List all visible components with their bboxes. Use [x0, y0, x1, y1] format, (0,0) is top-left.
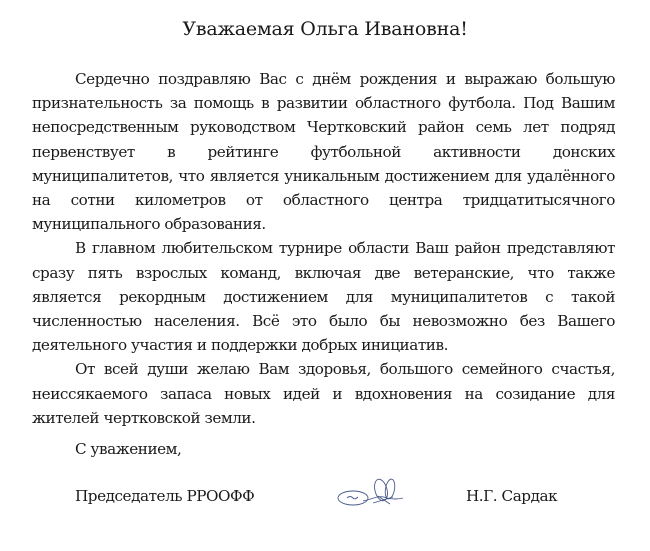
paragraph-1: Сердечно поздравляю Вас с днём рождения и выражаю большую признательность за помощь в развитии областного футбола. Под Вашим непосредственным руководством Чертковский район семь лет подряд первенствует в рейтинге футбольной активности донских муниципалитетов, что является уникальным достижением для удалённого на сотни километров от областного центра тридцатитысячного муниципального образования.: [32, 70, 615, 234]
paragraph-2: В главном любительском турнире области Ваш район представляют сразу пять взрослых команд, включая две ветеранские, что также является рекордным достижением для муниципалитетов с такой численностью населения. Всё это было бы невозможно без Вашего деятельного участия и поддержки добрых инициатив.: [32, 239, 615, 355]
letter-body: [32, 67, 615, 430]
paragraph-3: От всей души желаю Вам здоровья, большого семейного счастья, неиссякаемого запаса новых идей и вдохновения на созидание для жителей чертковской земли.: [32, 360, 615, 427]
letter-greeting: Уважаемая Ольга Ивановна!: [182, 18, 468, 40]
signer-title: Председатель РРООФФ: [75, 487, 255, 505]
signer-name: Н.Г. Сардак: [466, 487, 558, 505]
handwritten-signature-icon: [333, 476, 413, 512]
letter-closing: С уважением,: [75, 440, 182, 458]
